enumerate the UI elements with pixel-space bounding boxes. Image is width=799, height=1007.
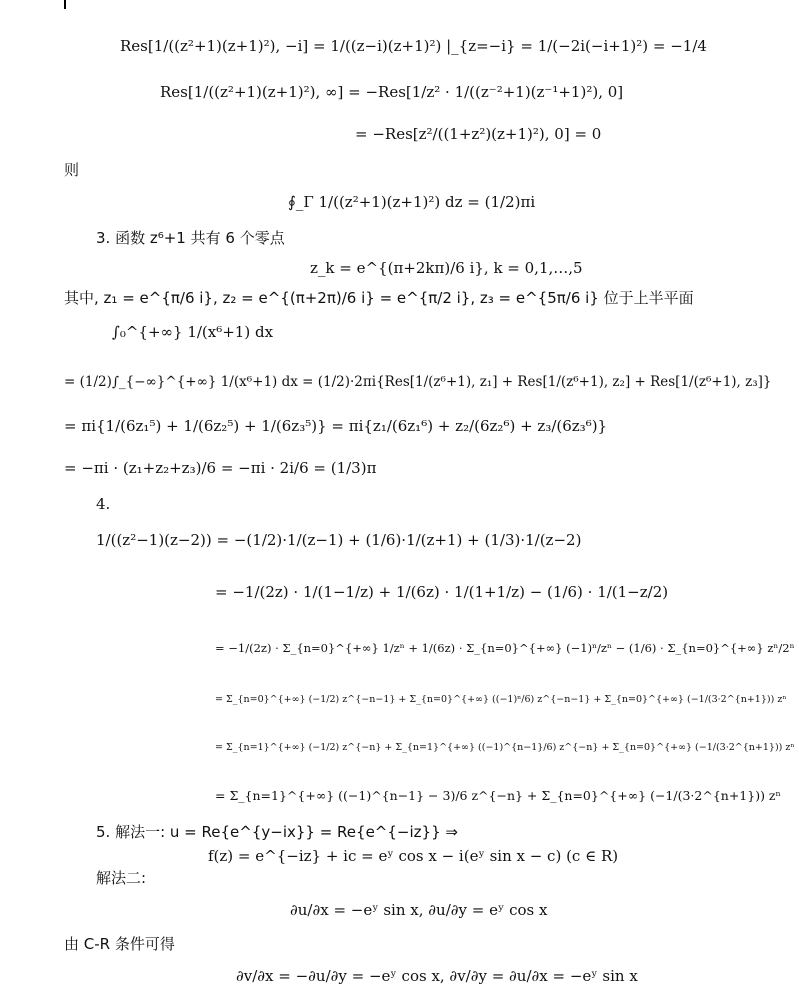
eq-residue-sum: = πi{1/(6z₁⁵) + 1/(6z₂⁵) + 1/(6z₃⁵)} = πi{z₁/(6z₁⁶) + z₂/(6z₂⁶) + z₃/(6z₃⁶)} xyxy=(64,417,608,435)
text-cr-conditions: 由 C-R 条件可得 xyxy=(64,935,175,953)
problem-5-method-1: 5. 解法一: u = Re{e^{y−ix}} = Re{e^{−iz}} ⇒ xyxy=(96,823,458,841)
eq-partials-u: ∂u/∂x = −eʸ sin x, ∂u/∂y = eʸ cos x xyxy=(290,901,548,919)
eq-integral-residues: = (1/2)∫_{−∞}^{+∞} 1/(x⁶+1) dx = (1/2)·2πi{Res[1/(z⁶+1), z₁] + Res[1/(z⁶+1), z₂] + Res[1/(z⁶+1), z₃]} xyxy=(64,374,772,390)
eq-series-combined-1: = Σ_{n=0}^{+∞} (−1/2) z^{−n−1} + Σ_{n=0}^{+∞} ((−1)ⁿ/6) z^{−n−1} + Σ_{n=0}^{+∞} (−1/(3·2^{n+1})) zⁿ xyxy=(215,694,787,705)
eq-laurent-result: = Σ_{n=1}^{+∞} ((−1)^{n−1} − 3)/6 z^{−n} + Σ_{n=0}^{+∞} (−1/(3·2^{n+1})) zⁿ xyxy=(215,788,781,803)
eq-res-minus-i: Res[1/((z²+1)(z+1)²), −i] = 1/((z−i)(z+1)²) |_{z=−i} = 1/(−2i(−i+1)²) = −1/4 xyxy=(120,37,707,55)
eq-res-infinity: Res[1/((z²+1)(z+1)²), ∞] = −Res[1/z² · 1/((z⁻²+1)(z⁻¹+1)²), 0] xyxy=(160,83,624,101)
eq-partial-fractions: 1/((z²−1)(z−2)) = −(1/2)·1/(z−1) + (1/6)·1/(z+1) + (1/3)·1/(z−2) xyxy=(96,531,582,549)
problem-3-heading: 3. 函数 z⁶+1 共有 6 个零点 xyxy=(96,229,285,247)
eq-series-sums: = −1/(2z) · Σ_{n=0}^{+∞} 1/zⁿ + 1/(6z) · Σ_{n=0}^{+∞} (−1)ⁿ/zⁿ − (1/6) · Σ_{n=0}^{+∞} zⁿ/2ⁿ xyxy=(215,641,795,655)
problem-5-method-2: 解法二: xyxy=(96,869,147,887)
eq-integral-result: = −πi · (z₁+z₂+z₃)/6 = −πi · 2i/6 = (1/3)π xyxy=(64,459,377,477)
eq-res-infinity-continued: = −Res[z²/((1+z²)(z+1)²), 0] = 0 xyxy=(355,125,602,143)
eq-zeros: z_k = e^{(π+2kπ)/6 i}, k = 0,1,…,5 xyxy=(310,259,583,277)
problem-4-heading: 4. xyxy=(96,495,111,513)
eq-geometric-form: = −1/(2z) · 1/(1−1/z) + 1/(6z) · 1/(1+1/z) − (1/6) · 1/(1−z/2) xyxy=(215,583,669,601)
eq-real-integral: ∫₀^{+∞} 1/(x⁶+1) dx xyxy=(112,323,274,341)
eq-contour-integral: ∮_Γ 1/((z²+1)(z+1)²) dz = (1/2)πi xyxy=(288,193,536,211)
page-corner-mark xyxy=(64,0,66,9)
eq-partials-v: ∂v/∂x = −∂u/∂y = −eʸ cos x, ∂v/∂y = ∂u/∂x = −eʸ sin x xyxy=(236,967,638,985)
text-upper-half-plane: 其中, z₁ = e^{π/6 i}, z₂ = e^{(π+2π)/6 i} = e^{π/2 i}, z₃ = e^{5π/6 i} 位于上半平面 xyxy=(64,289,694,307)
eq-series-combined-2: = Σ_{n=1}^{+∞} (−1/2) z^{−n} + Σ_{n=1}^{+∞} ((−1)^{n−1}/6) z^{−n} + Σ_{n=0}^{+∞} (−1/(3·2^{n+1})) zⁿ xyxy=(215,742,795,753)
eq-analytic-function: f(z) = e^{−iz} + ic = eʸ cos x − i(eʸ sin x − c) (c ∈ R) xyxy=(208,847,619,865)
text-therefore: 则 xyxy=(64,161,80,179)
